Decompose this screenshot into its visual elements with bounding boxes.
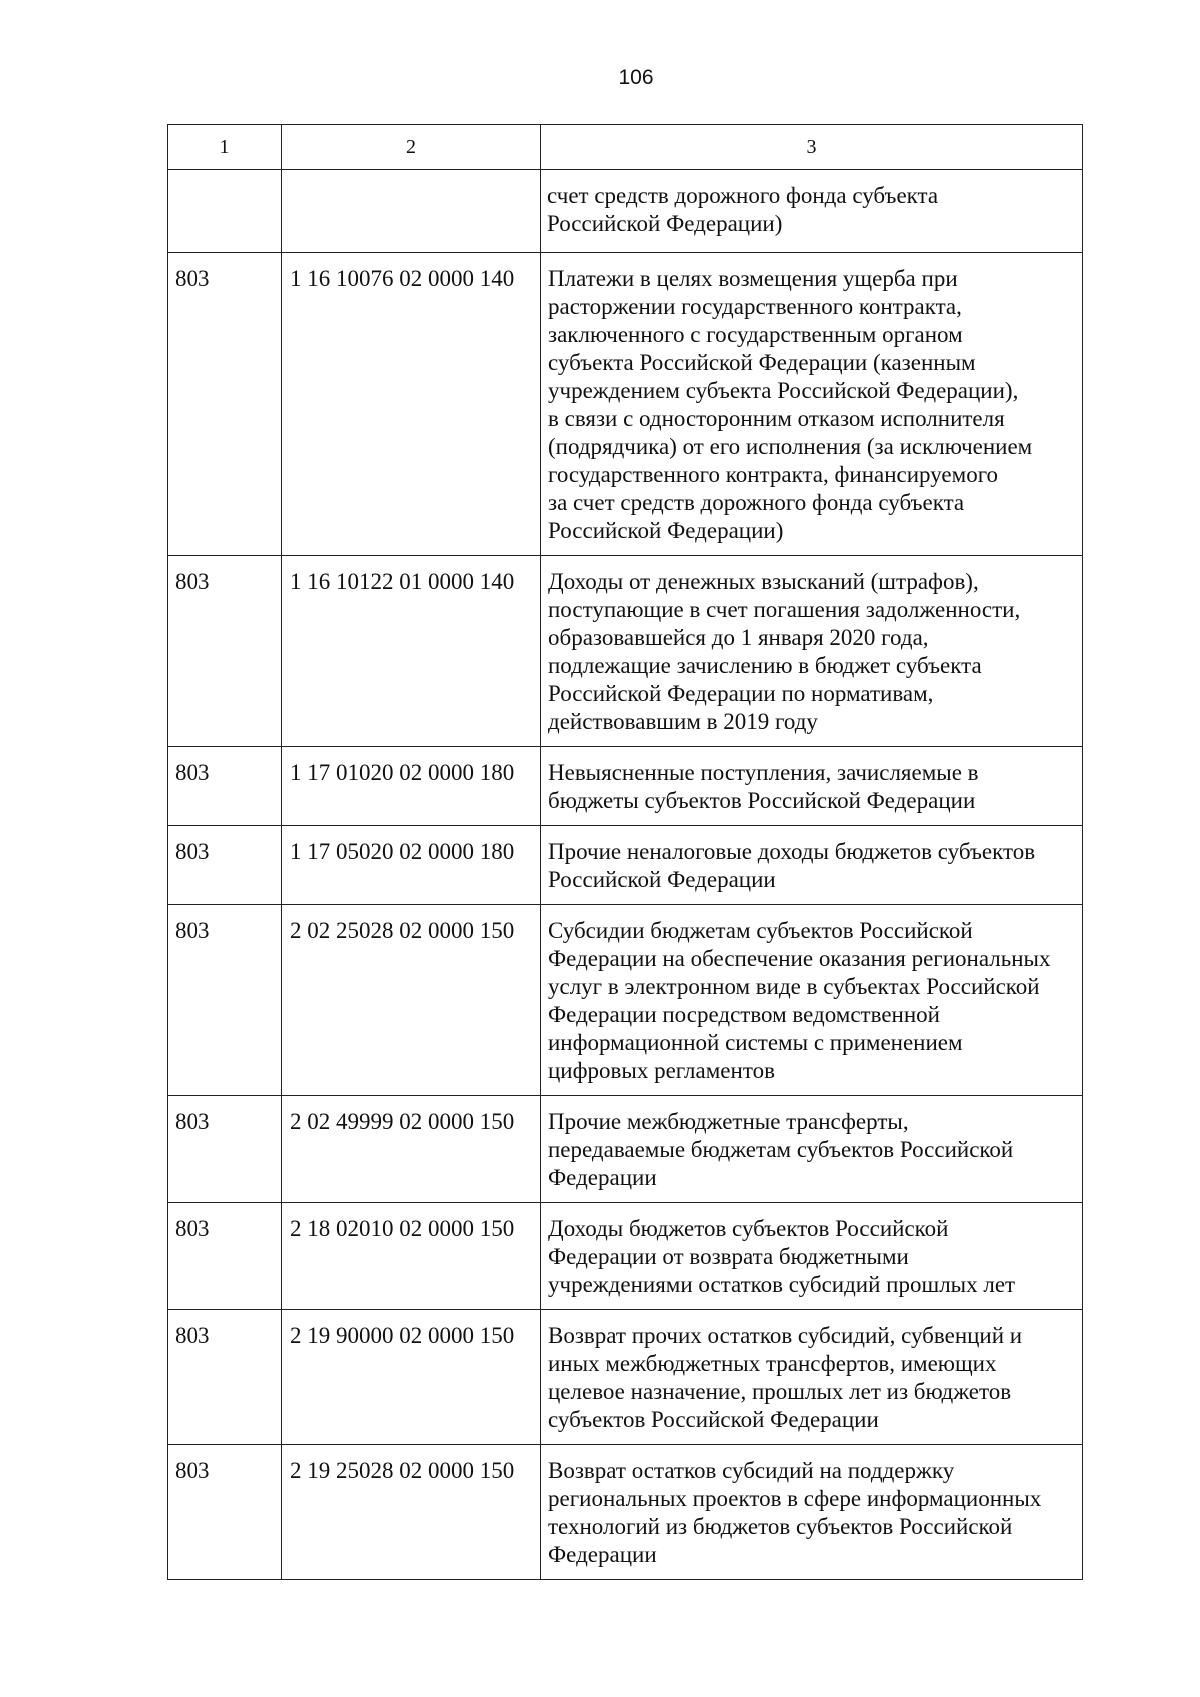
budget-code-cell: 2 02 25028 02 0000 150 [282,905,541,1096]
budget-code-cell [282,170,541,253]
budget-code-cell: 1 16 10076 02 0000 140 [282,253,541,556]
admin-code-cell: 803 [168,1445,282,1580]
description-cell: Невыясненные поступления, зачисляемые в бюджеты субъектов Российской Федерации [541,747,1083,826]
admin-code-cell: 803 [168,826,282,905]
budget-code-cell: 1 17 05020 02 0000 180 [282,826,541,905]
admin-code-cell: 803 [168,905,282,1096]
table-row [168,905,1083,1096]
table-header-row [168,125,1083,170]
table-row [168,747,1083,826]
admin-code-cell: 803 [168,1203,282,1310]
budget-code-cell: 2 19 90000 02 0000 150 [282,1310,541,1445]
description-cell: Доходы бюджетов субъектов Российской Федерации от возврата бюджетными учреждениями остатков субсидий прошлых лет [541,1203,1083,1310]
admin-code-cell: 803 [168,556,282,747]
table-body [168,170,1083,1580]
budget-code-cell: 2 19 25028 02 0000 150 [282,1445,541,1580]
description-cell: Возврат прочих остатков субсидий, субвенций и иных межбюджетных трансфертов, имеющих целевое назначение, прошлых лет из бюджетов субъектов Российской Федерации [541,1310,1083,1445]
header-col-1: 1 [168,125,282,170]
admin-code-cell: 803 [168,747,282,826]
table-row [168,253,1083,556]
description-cell: Возврат остатков субсидий на поддержку региональных проектов в сфере информационных технологий из бюджетов субъектов Российской Федерации [541,1445,1083,1580]
description-cell: Доходы от денежных взысканий (штрафов), поступающие в счет погашения задолженности, образовавшейся до 1 января 2020 года, подлежащие зачислению в бюджет субъекта Российской Федерации по нормативам, действовавшим в 2019 году [541,556,1083,747]
table-row [168,556,1083,747]
budget-code-cell: 2 18 02010 02 0000 150 [282,1203,541,1310]
description-cell: Субсидии бюджетам субъектов Российской Федерации на обеспечение оказания региональных услуг в электронном виде в субъектах Российской Федерации посредством ведомственной информационной системы с применением цифровых регламентов [541,905,1083,1096]
description-cell: Прочие межбюджетные трансферты, передаваемые бюджетам субъектов Российской Федерации [541,1096,1083,1203]
page-number: 106 [618,66,654,89]
admin-code-cell: 803 [168,1310,282,1445]
budget-code-cell: 1 17 01020 02 0000 180 [282,747,541,826]
admin-code-cell: 803 [168,253,282,556]
description-cell: Прочие неналоговые доходы бюджетов субъектов Российской Федерации [541,826,1083,905]
table-row [168,1310,1083,1445]
admin-code-cell [168,170,282,253]
table-row-continuation [168,170,1083,253]
header-col-3: 3 [541,125,1083,170]
budget-classification-table [167,124,1083,1580]
table-row [168,1445,1083,1580]
budget-code-cell: 2 02 49999 02 0000 150 [282,1096,541,1203]
table-row [168,1203,1083,1310]
table-row [168,826,1083,905]
admin-code-cell: 803 [168,1096,282,1203]
table-row [168,1096,1083,1203]
header-col-2: 2 [282,125,541,170]
budget-code-cell: 1 16 10122 01 0000 140 [282,556,541,747]
description-cell: счет средств дорожного фонда субъекта Российской Федерации) [541,170,1083,253]
description-cell: Платежи в целях возмещения ущерба при расторжении государственного контракта, заключенного с государственным органом субъекта Российской Федерации (казенным учреждением субъекта Российской Федерации), в связи с односторонним отказом исполнителя (подрядчика) от его исполнения (за исключением государственного контракта, финансируемого за счет средств дорожного фонда субъекта Российской Федерации) [541,253,1083,556]
